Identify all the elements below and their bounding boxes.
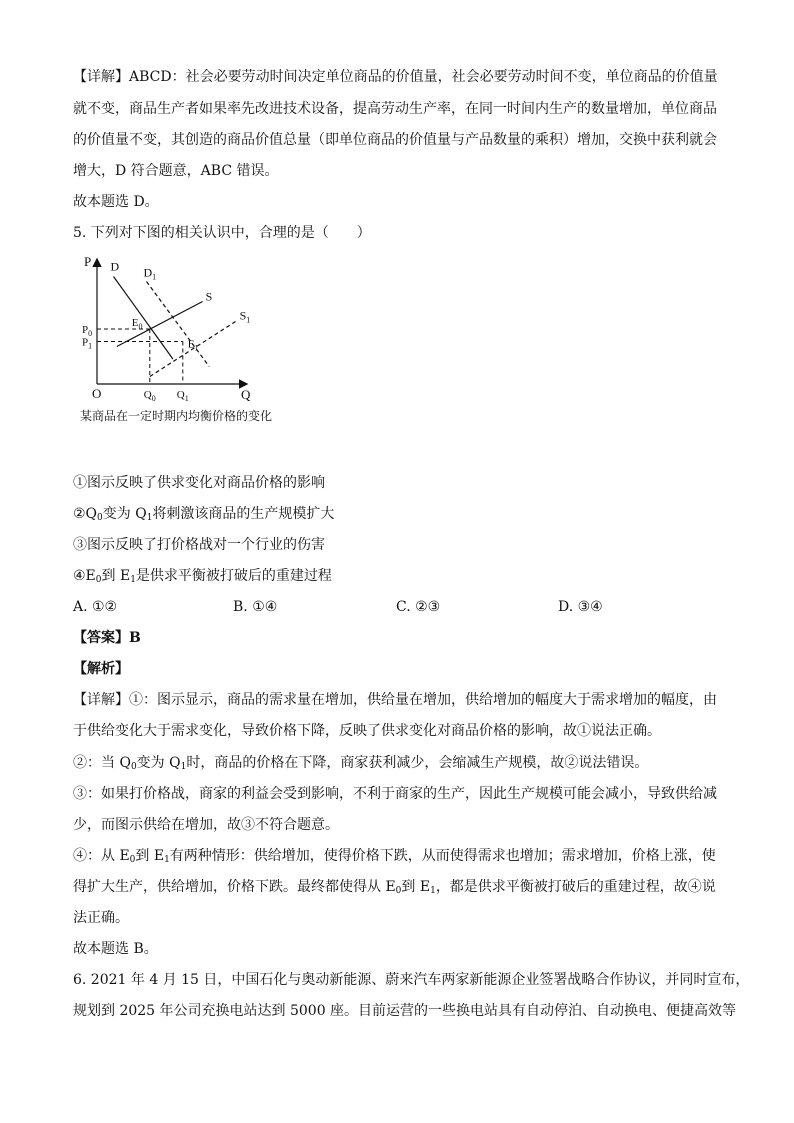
detail-3-line-2: 少，而图示供给在增加，故③不符合题意。 bbox=[73, 817, 339, 833]
q5-conclusion: 故本题选 B。 bbox=[73, 941, 158, 957]
origin-label: O bbox=[92, 386, 102, 401]
curve-label-s: S bbox=[205, 289, 213, 304]
detail-2: ②：当 $Q_0$变为 $Q_1$时，商品的价格在下降，商家获利减少，会缩减生产规模，故②说法错误。 bbox=[73, 755, 649, 772]
option-d: D. ③④ bbox=[558, 599, 603, 615]
detail-4-line-2: 得扩大生产，供给增加，价格下跌。最终都使得从 $E_0$到 $E_1$，都是供求平衡被打破后的重建过程，故④说 bbox=[73, 879, 716, 896]
point-e1: $E_1$ bbox=[187, 338, 199, 353]
option-c: C. ②③ bbox=[396, 599, 441, 615]
x-tick-q1: $Q_1$ bbox=[176, 389, 189, 403]
statement-3: ③图示反映了打价格战对一个行业的伤害 bbox=[73, 537, 325, 553]
x-axis-label: Q bbox=[241, 387, 251, 402]
y-tick-p1: $P_1$ bbox=[82, 336, 93, 351]
supply-demand-chart bbox=[78, 252, 278, 404]
q4-detail-line-1: 【详解】ABCD：社会必要劳动时间决定单位商品的价值量，社会必要劳动时间不变，单位商品的价值量 bbox=[73, 69, 718, 85]
detail-1-line-1: 【详解】①：图示显示，商品的需求量在增加，供给量在增加，供给增加的幅度大于需求增加的幅度，由 bbox=[73, 692, 717, 708]
q5-answer: 【答案】B bbox=[73, 630, 141, 646]
curve-label-d: D bbox=[110, 259, 120, 274]
y-axis-label: P bbox=[84, 254, 92, 269]
detail-1-line-2: 于供给变化大于需求变化，导致价格下降，反映了供求变化对商品价格的影响，故①说法正确。 bbox=[73, 723, 661, 739]
detail-3-line-1: ③：如果打价格战，商家的利益会受到影响，不利于商家的生产，因此生产规模可能会减小，导致供给减 bbox=[73, 786, 717, 802]
q4-detail-line-4: 增大，D 符合题意，ABC 错误。 bbox=[73, 163, 279, 179]
q5-analysis: 【解析】 bbox=[73, 661, 129, 677]
statement-2: $②Q_0$变为 $Q_1$将刺激该商品的生产规模扩大 bbox=[73, 506, 335, 523]
chart-caption: 某商品在一定时期内均衡价格的变化 bbox=[80, 409, 273, 423]
curve-label-s1: $S_1$ bbox=[239, 308, 251, 325]
q4-detail-line-3: 的价值量不变，其创造的商品价值总量（即单位商品的价值量与产品数量的乘积）增加，交换中获利就会 bbox=[73, 132, 717, 148]
option-a: A. ①② bbox=[73, 599, 118, 615]
detail-4-line-1: ④：从 $E_0$到 $E_1$有两种情形：供给增加，使得价格下跌，从而使得需求也增加；需求增加，价格上涨，使 bbox=[73, 848, 716, 865]
q5-stem: 5. 下列对下图的相关认识中，合理的是（ ） bbox=[73, 225, 371, 241]
q6-line-1: 6. 2021 年 4 月 15 日，中国石化与奥动新能源、蔚来汽车两家新能源企业签署战略合作协议，并同时宣布， bbox=[73, 972, 750, 988]
statement-1: ①图示反映了供求变化对商品价格的影响 bbox=[73, 475, 325, 491]
curve-d1 bbox=[147, 282, 210, 367]
curve-label-d1: $D_1$ bbox=[143, 265, 157, 282]
detail-4-line-3: 法正确。 bbox=[73, 910, 129, 926]
q6-line-2: 规划到 2025 年公司充换电站达到 5000 座。目前运营的一些换电站具有自动停泊、自动换电、便捷高效等 bbox=[73, 1003, 737, 1019]
y-tick-p0: $P_0$ bbox=[82, 324, 93, 338]
x-tick-q0: $Q_0$ bbox=[143, 389, 156, 403]
q4-conclusion: 故本题选 D。 bbox=[73, 194, 159, 210]
option-b: B. ①④ bbox=[233, 599, 278, 615]
statement-4: $④E_0$到 $E_1$是供求平衡被打破后的重建过程 bbox=[73, 568, 332, 585]
q4-detail-line-2: 就不变，商品生产者如果率先改进技术设备，提高劳动生产率，在同一时间内生产的数量增加，单位商品 bbox=[73, 101, 717, 117]
point-e0: $E_0$ bbox=[131, 317, 143, 331]
curve-d bbox=[114, 277, 173, 360]
